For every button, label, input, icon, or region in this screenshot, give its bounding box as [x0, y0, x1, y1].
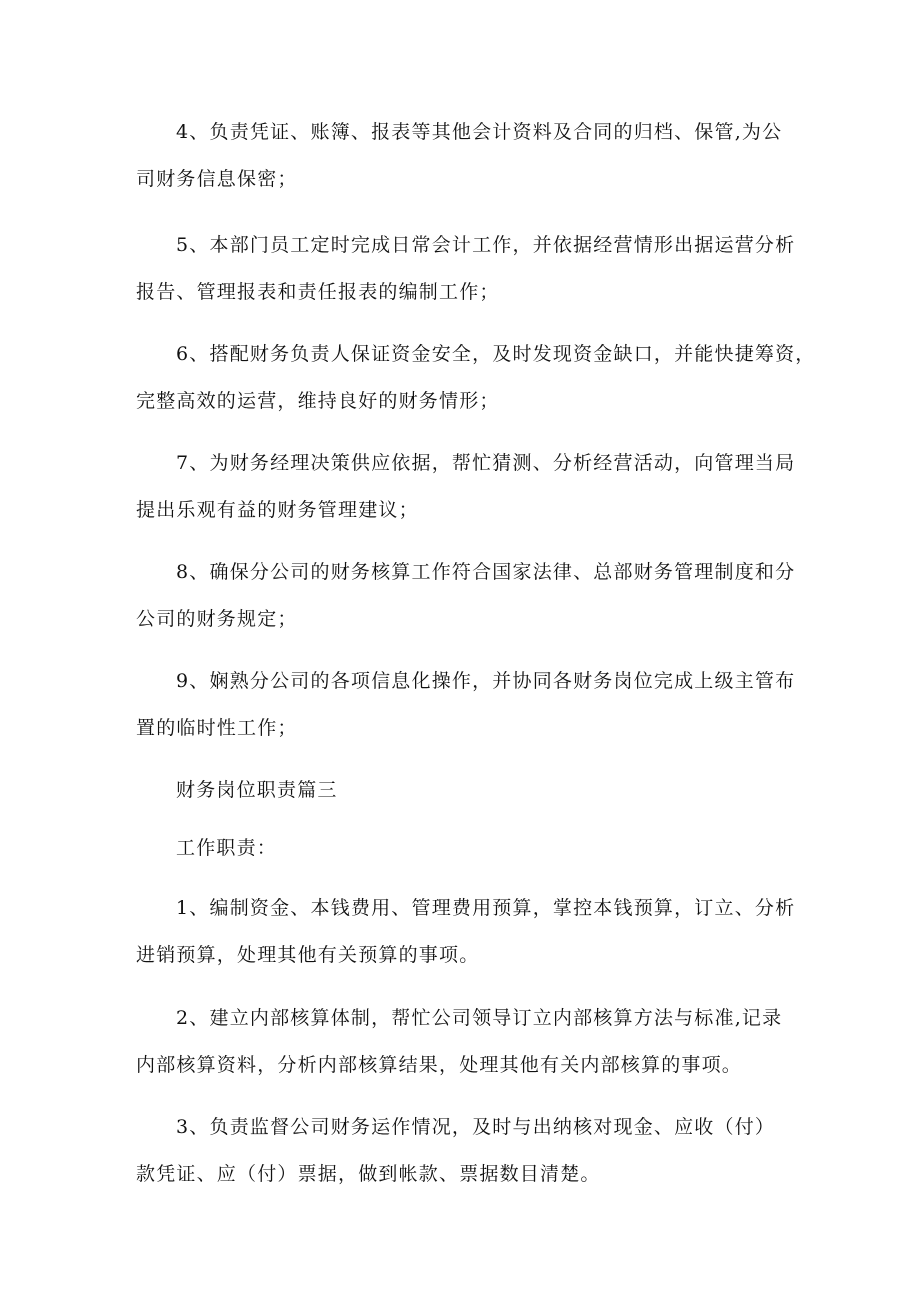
- paragraph-line: 5、本部门员工定时完成日常会计工作，并依据经营情形出据运营分析: [176, 234, 796, 256]
- section-title: 财务岗位职责篇三: [176, 779, 338, 801]
- duty-item-3: [136, 1104, 796, 1198]
- paragraph-line: 款凭证、应（付）票据，做到帐款、票据数目清楚。: [136, 1163, 601, 1185]
- paragraph-line: 进销预算，处理其他有关预算的事项。: [136, 944, 480, 966]
- paragraph-line: 报告、管理报表和责任报表的编制工作；: [136, 281, 500, 303]
- paragraph-line: 置的临时性工作；: [136, 717, 298, 739]
- paragraph-item-5: [136, 222, 796, 316]
- paragraph-line: 8、确保分公司的财务核算工作符合国家法律、总部财务管理制度和分: [176, 561, 796, 583]
- paragraph-line: 9、娴熟分公司的各项信息化操作，并协同各财务岗位完成上级主管布: [176, 670, 796, 692]
- paragraph-line: 4、负责凭证、账簿、报表等其他会计资料及合同的归档、保管,为公: [176, 121, 783, 143]
- paragraph-line: 公司的财务规定；: [136, 608, 298, 630]
- paragraph-item-9: [136, 658, 796, 752]
- paragraph-line: 6、搭配财务负责人保证资金安全，及时发现资金缺口，并能快捷筹资，: [176, 343, 816, 365]
- paragraph-line: 2、建立内部核算体制，帮忙公司领导订立内部核算方法与标准,记录: [176, 1007, 783, 1029]
- paragraph-item-4: [136, 109, 796, 203]
- paragraph-line: 完整高效的运营，维持良好的财务情形；: [136, 390, 500, 412]
- paragraph-line: 内部核算资料，分析内部核算结果，处理其他有关内部核算的事项。: [136, 1054, 743, 1076]
- paragraph-item-6: [136, 331, 816, 425]
- paragraph-line: 司财务信息保密；: [136, 168, 298, 190]
- paragraph-item-8: [136, 549, 796, 643]
- paragraph-line: 1、编制资金、本钱费用、管理费用预算，掌控本钱预算，订立、分析: [176, 897, 796, 919]
- paragraph-item-7: [136, 440, 796, 534]
- paragraph-line: 7、为财务经理决策供应依据，帮忙猜测、分析经营活动，向管理当局: [176, 452, 796, 474]
- paragraph-line: 提出乐观有益的财务管理建议；: [136, 499, 419, 521]
- subsection-title: 工作职责：: [176, 837, 278, 859]
- paragraph-line: 3、负责监督公司财务运作情况，及时与出纳核对现金、应收（付）: [176, 1116, 776, 1138]
- duty-item-2: [136, 995, 796, 1089]
- duty-item-1: [136, 885, 796, 979]
